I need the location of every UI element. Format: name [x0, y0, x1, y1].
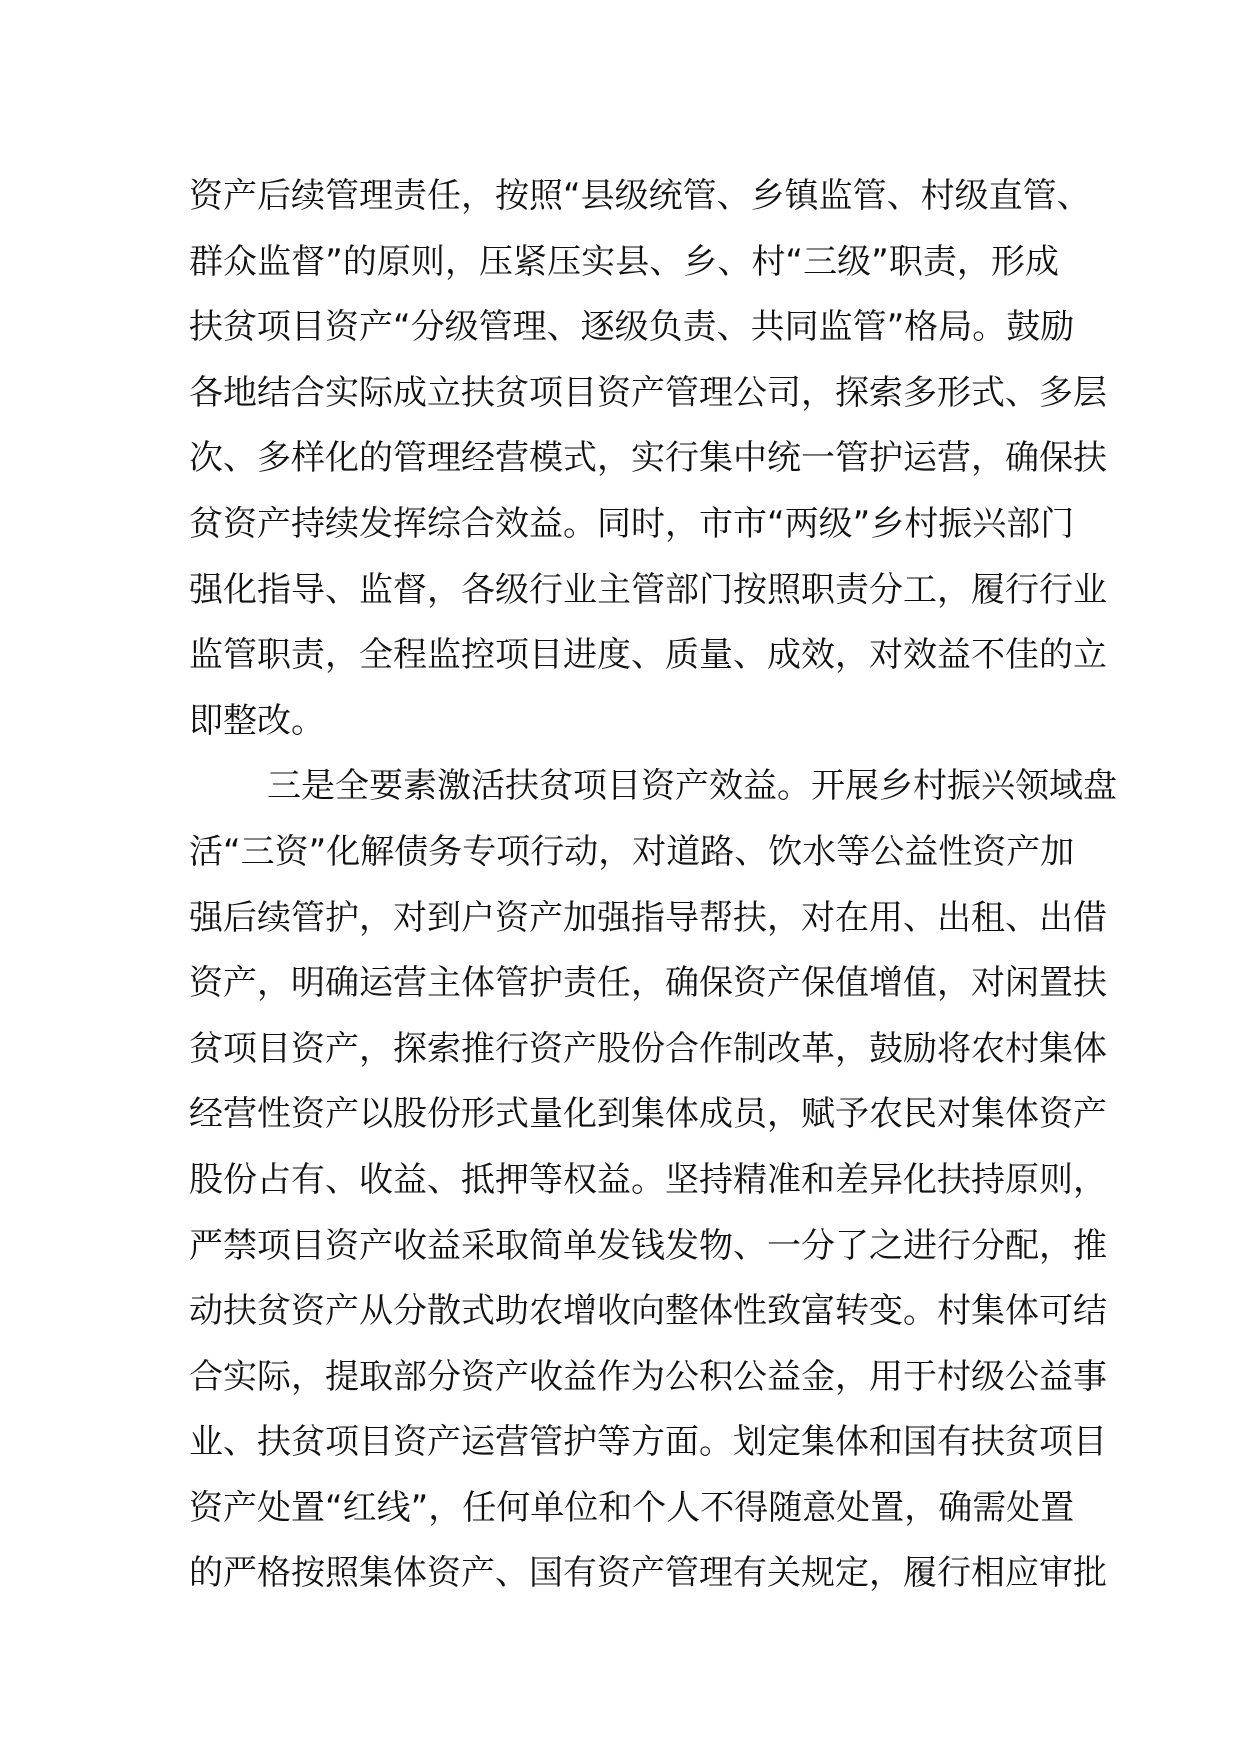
text-line: 合实际，提取部分资产收益作为公积公益金，用于村级公益事 [189, 1356, 1107, 1397]
text-line: 经营性资产以股份形式量化到集体成员，赋予农民对集体资产 [189, 1094, 1107, 1135]
text-line: 各地结合实际成立扶贫项目资产管理公司，探索多形式、多层 [189, 372, 1107, 413]
text-line: 严禁项目资产收益采取简单发钱发物、一分了之进行分配，推 [189, 1225, 1107, 1266]
text-line: 扶贫项目资产“分级管理、逐级负责、共同监管”格局。鼓励 [189, 307, 1075, 348]
paragraph-end-line: 即整改。 [189, 700, 325, 741]
text-line: 贫项目资产，探索推行资产股份合作制改革，鼓励将农村集体 [189, 1028, 1107, 1069]
text-line: 的严格按照集体资产、国有资产管理有关规定，履行相应审批 [189, 1553, 1107, 1594]
text-line: 强化指导、监督，各级行业主管部门按照职责分工，履行行业 [189, 569, 1107, 610]
text-line: 资产，明确运营主体管护责任，确保资产保值增值，对闲置扶 [189, 963, 1107, 1004]
text-line: 股份占有、收益、抵押等权益。坚持精准和差异化扶持原则， [189, 1159, 1107, 1200]
text-line: 强后续管护，对到户资产加强指导帮扶，对在用、出租、出借 [189, 897, 1107, 938]
text-line: 贫资产持续发挥综合效益。同时，市市“两级”乡村振兴部门 [189, 503, 1075, 544]
body-text [189, 164, 1117, 1607]
text-line: 次、多样化的管理经营模式，实行集中统一管护运营，确保扶 [189, 438, 1107, 479]
text-line: 群众监督”的原则，压紧压实县、乡、村“三级”职责，形成 [189, 241, 1059, 282]
paragraph-first-line: 三是全要素激活扶贫项目资产效益。开展乡村振兴领域盘 [267, 766, 1117, 807]
text-line: 资产处置“红线”，任何单位和个人不得随意处置，确需处置 [189, 1487, 1075, 1528]
text-line: 活“三资”化解债务专项行动，对道路、饮水等公益性资产加 [189, 831, 1075, 872]
text-line: 动扶贫资产从分散式助农增收向整体性致富转变。村集体可结 [189, 1291, 1107, 1332]
text-line: 监管职责，全程监控项目进度、质量、成效，对效益不佳的立 [189, 635, 1107, 676]
text-line: 业、扶贫项目资产运营管护等方面。划定集体和国有扶贫项目 [189, 1422, 1107, 1463]
text-line: 资产后续管理责任，按照“县级统管、乡镇监管、村级直管、 [189, 176, 1091, 216]
